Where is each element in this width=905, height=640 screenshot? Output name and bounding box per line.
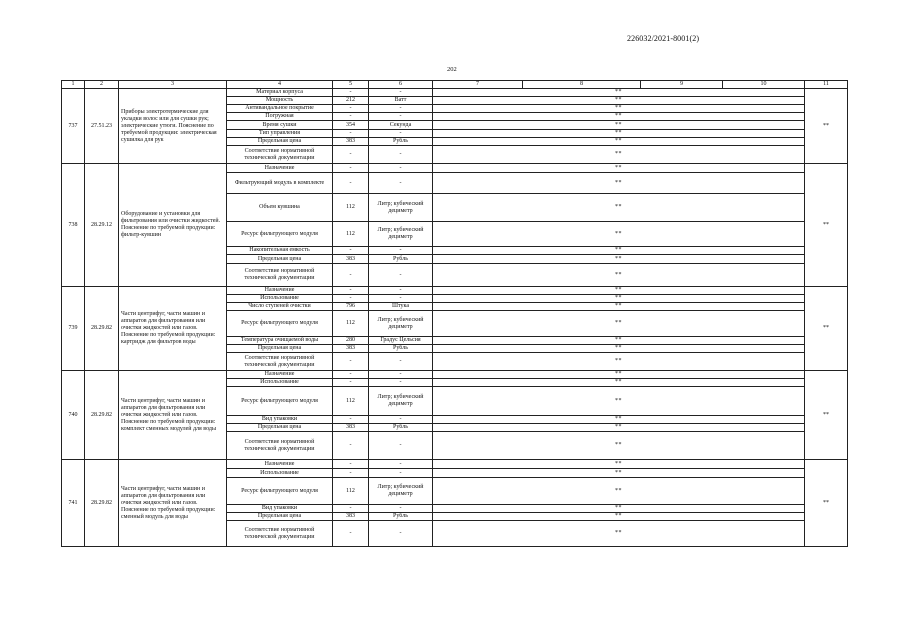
characteristic-details: ** [433,416,805,424]
characteristic-name: Вид упаковки [227,505,333,513]
characteristic-name: Антивандальное покрытие [227,105,333,113]
unit-of-measure: - [369,379,433,387]
characteristic-value: - [333,264,369,287]
characteristic-details: ** [433,469,805,478]
column-header: 2 [85,81,119,89]
characteristic-details: ** [433,247,805,255]
characteristic-value: - [333,505,369,513]
characteristic-details: ** [433,505,805,513]
characteristic-name: Вид упаковки [227,416,333,424]
characteristic-details: ** [433,311,805,337]
characteristic-value: 383 [333,138,369,146]
characteristic-value: 383 [333,424,369,432]
unit-of-measure: - [369,432,433,460]
characteristic-details: ** [433,194,805,222]
table-row [62,371,848,379]
characteristic-name: Назначение [227,371,333,379]
characteristic-value: - [333,105,369,113]
unit-of-measure: - [369,505,433,513]
characteristic-name: Число ступеней очистки [227,303,333,311]
characteristic-name: Ресурс фильтрующего модуля [227,478,333,505]
item-note: ** [805,460,848,547]
unit-of-measure: Литр; кубический дециметр [369,311,433,337]
characteristic-value: 112 [333,222,369,247]
unit-of-measure: Рубль [369,513,433,521]
document-number: 226032/2021-8001(2) [627,34,700,43]
characteristic-value: - [333,173,369,194]
characteristic-name: Предельная цена [227,255,333,264]
unit-of-measure: Литр; кубический дециметр [369,222,433,247]
column-header: 3 [119,81,227,89]
characteristic-details: ** [433,287,805,295]
characteristic-name: Погружная [227,113,333,121]
item-code: 28.29.12 [85,164,119,287]
characteristic-name: Назначение [227,287,333,295]
column-header: 10 [723,81,805,89]
characteristic-details: ** [433,295,805,303]
characteristic-name: Соответствие нормативной технической документации [227,353,333,371]
characteristic-value: - [333,130,369,138]
characteristic-details: ** [433,222,805,247]
characteristic-value: 112 [333,311,369,337]
item-description: Оборудование и установки для фильтрования или очистки жидкостей. Пояснение по требуемой продукции: фильтр-кувшин [119,164,227,287]
table-row [62,164,848,173]
characteristic-value: - [333,353,369,371]
item-note: ** [805,89,848,164]
characteristic-value: - [333,521,369,547]
characteristic-value: - [333,371,369,379]
column-header: 9 [641,81,723,89]
characteristic-name: Назначение [227,164,333,173]
characteristic-details: ** [433,513,805,521]
characteristic-details: ** [433,371,805,379]
page-number: 202 [447,66,457,73]
unit-of-measure: - [369,469,433,478]
characteristic-details: ** [433,353,805,371]
unit-of-measure: - [369,371,433,379]
unit-of-measure: Ватт [369,97,433,105]
characteristic-value: 354 [333,121,369,130]
characteristic-value: - [333,113,369,121]
item-number: 740 [62,371,85,460]
characteristic-details: ** [433,387,805,416]
characteristic-details: ** [433,89,805,97]
unit-of-measure: - [369,164,433,173]
characteristic-name: Предельная цена [227,138,333,146]
item-note: ** [805,287,848,371]
characteristic-details: ** [433,146,805,164]
characteristic-details: ** [433,424,805,432]
unit-of-measure: Литр; кубический дециметр [369,194,433,222]
unit-of-measure: Градус Цельсия [369,337,433,345]
characteristic-name: Предельная цена [227,424,333,432]
unit-of-measure: - [369,460,433,469]
characteristic-name: Предельная цена [227,513,333,521]
characteristic-value: 383 [333,345,369,353]
characteristic-name: Соответствие нормативной технической документации [227,146,333,164]
characteristic-value: 280 [333,337,369,345]
characteristic-name: Ресурс фильтрующего модуля [227,222,333,247]
unit-of-measure: - [369,173,433,194]
unit-of-measure: - [369,353,433,371]
characteristic-name: Использование [227,295,333,303]
table-row [62,287,848,295]
unit-of-measure: Рубль [369,138,433,146]
item-description: Части центрифуг, части машин и аппаратов для фильтрования или очистки жидкостей или газов. Пояснение по требуемой продукции: сменный модуль для воды [119,460,227,547]
characteristic-value: - [333,146,369,164]
unit-of-measure: - [369,287,433,295]
characteristic-value: 112 [333,478,369,505]
characteristic-value: 112 [333,387,369,416]
characteristic-name: Фильтрующий модуль в комплекте [227,173,333,194]
characteristic-details: ** [433,264,805,287]
characteristic-value: - [333,432,369,460]
characteristic-details: ** [433,379,805,387]
characteristic-details: ** [433,432,805,460]
item-description: Части центрифуг, части машин и аппаратов для фильтрования или очистки жидкостей или газов. Пояснение по требуемой продукции: картридж для фильтров воды [119,287,227,371]
characteristic-details: ** [433,105,805,113]
unit-of-measure: - [369,521,433,547]
unit-of-measure: Штука [369,303,433,311]
unit-of-measure: - [369,130,433,138]
characteristic-details: ** [433,113,805,121]
characteristic-details: ** [433,460,805,469]
column-header: 5 [333,81,369,89]
item-number: 738 [62,164,85,287]
characteristic-details: ** [433,337,805,345]
column-header: 8 [523,81,641,89]
characteristic-details: ** [433,255,805,264]
unit-of-measure: - [369,247,433,255]
unit-of-measure: - [369,264,433,287]
characteristic-details: ** [433,164,805,173]
characteristic-value: 796 [333,303,369,311]
unit-of-measure: - [369,295,433,303]
characteristic-name: Использование [227,469,333,478]
item-code: 27.51.23 [85,89,119,164]
characteristic-name: Материал корпуса [227,89,333,97]
unit-of-measure: - [369,113,433,121]
unit-of-measure: Секунда [369,121,433,130]
characteristic-name: Использование [227,379,333,387]
characteristic-name: Назначение [227,460,333,469]
characteristic-value: 383 [333,513,369,521]
item-note: ** [805,164,848,287]
table-body [62,81,848,547]
item-number: 739 [62,287,85,371]
characteristic-value: - [333,295,369,303]
characteristic-details: ** [433,521,805,547]
characteristic-name: Предельная цена [227,345,333,353]
characteristic-name: Накопительная емкость [227,247,333,255]
column-header: 4 [227,81,333,89]
characteristic-name: Соответствие нормативной технической документации [227,521,333,547]
characteristic-details: ** [433,138,805,146]
characteristic-name: Время сушки [227,121,333,130]
item-code: 28.29.82 [85,371,119,460]
characteristic-value: - [333,164,369,173]
characteristic-name: Мощность [227,97,333,105]
item-code: 28.29.82 [85,460,119,547]
unit-of-measure: - [369,416,433,424]
column-header: 7 [433,81,523,89]
characteristic-details: ** [433,97,805,105]
unit-of-measure: - [369,146,433,164]
characteristic-value: 212 [333,97,369,105]
unit-of-measure: Рубль [369,255,433,264]
characteristic-value: 112 [333,194,369,222]
unit-of-measure: Рубль [369,345,433,353]
characteristic-name: Соответствие нормативной технической документации [227,264,333,287]
column-header: 6 [369,81,433,89]
characteristic-name: Температура очищаемой воды [227,337,333,345]
characteristic-value: - [333,460,369,469]
item-description: Части центрифуг, части машин и аппаратов для фильтрования или очистки жидкостей или газов. Пояснение по требуемой продукции: комплект сменных модулей для воды [119,371,227,460]
item-note: ** [805,371,848,460]
item-code: 28.29.82 [85,287,119,371]
column-header: 1 [62,81,85,89]
table-row [62,89,848,97]
characteristic-value: - [333,379,369,387]
characteristic-name: Тип управления [227,130,333,138]
specification-table [61,80,848,547]
characteristic-details: ** [433,121,805,130]
unit-of-measure: Рубль [369,424,433,432]
characteristic-value: - [333,247,369,255]
header-row [62,81,848,89]
item-number: 737 [62,89,85,164]
characteristic-name: Соответствие нормативной технической документации [227,432,333,460]
characteristic-details: ** [433,478,805,505]
table-row [62,460,848,469]
characteristic-details: ** [433,303,805,311]
characteristic-name: Ресурс фильтрующего модуля [227,311,333,337]
unit-of-measure: Литр; кубический дециметр [369,478,433,505]
unit-of-measure: - [369,89,433,97]
characteristic-name: Объем кувшина [227,194,333,222]
characteristic-value: - [333,469,369,478]
characteristic-value: 383 [333,255,369,264]
characteristic-value: - [333,287,369,295]
characteristic-details: ** [433,345,805,353]
item-number: 741 [62,460,85,547]
unit-of-measure: - [369,105,433,113]
characteristic-name: Ресурс фильтрующего модуля [227,387,333,416]
characteristic-value: - [333,416,369,424]
item-description: Приборы электротермические для укладки волос или для сушки рук; электрические утюги. Пояснение по требуемой продукции: электрическая сушилка для рук [119,89,227,164]
characteristic-details: ** [433,130,805,138]
characteristic-value: - [333,89,369,97]
column-header: 11 [805,81,848,89]
unit-of-measure: Литр; кубический дециметр [369,387,433,416]
characteristic-details: ** [433,173,805,194]
